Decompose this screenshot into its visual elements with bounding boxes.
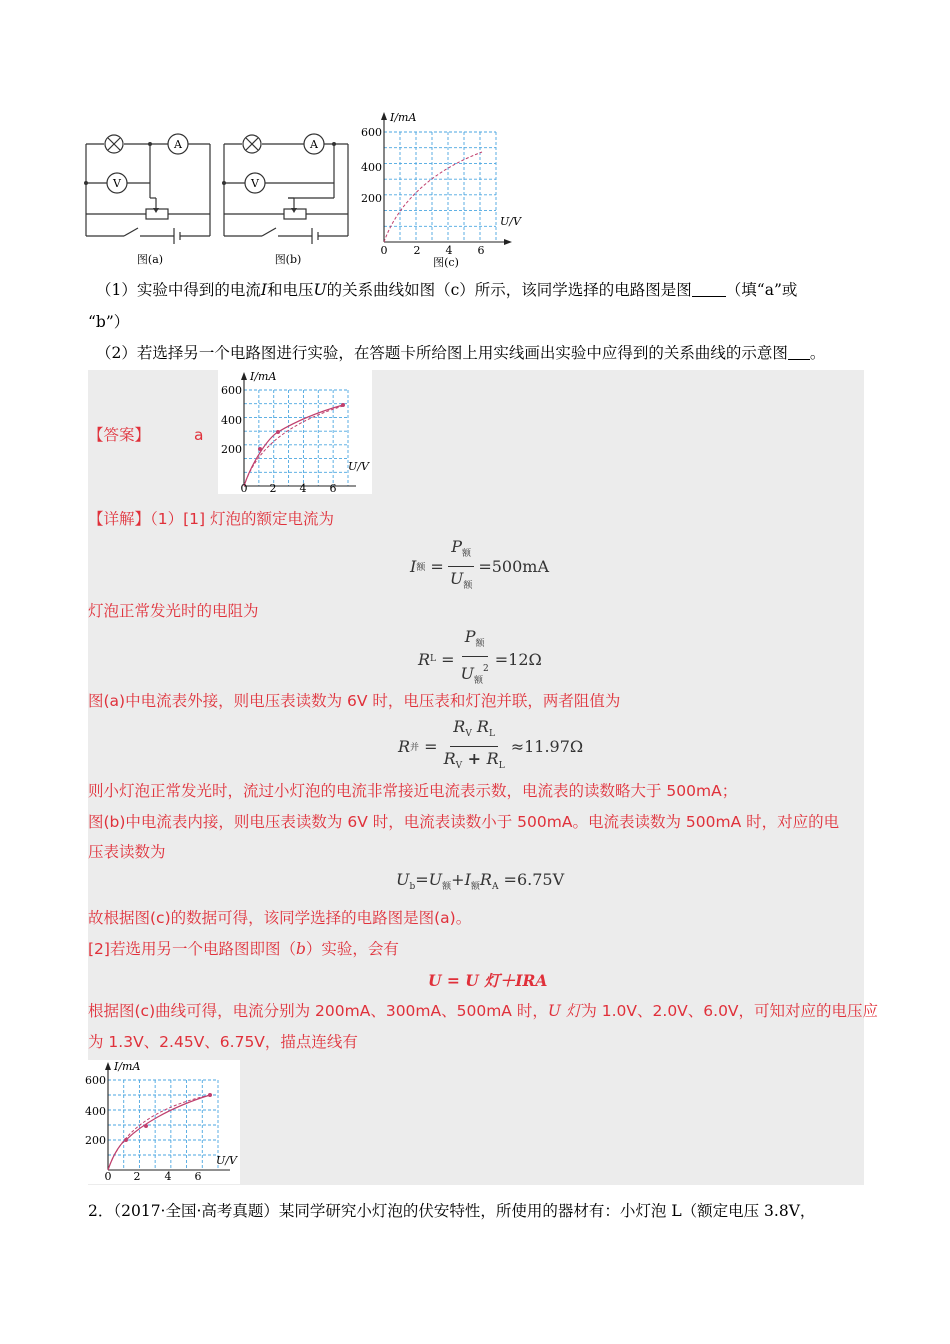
- svg-text:200: 200: [361, 192, 382, 205]
- svg-text:A: A: [310, 138, 318, 151]
- detail-line6: 压表读数为: [88, 843, 166, 861]
- answer-value: a: [194, 426, 204, 444]
- equation-b-circuit: U = U 灯＋IRA: [428, 971, 548, 990]
- equation-voltmeter-reading: $U_b=U_额+I_额R_A =6.75V$: [396, 870, 565, 892]
- svg-text:6: 6: [194, 1170, 202, 1183]
- detail-line7: 故根据图(c)的数据可得，该同学选择的电路图是图(a)。: [88, 909, 472, 927]
- solution-graph: [85, 1060, 240, 1184]
- svg-text:U/V: U/V: [216, 1154, 237, 1167]
- graph-c-grid: [384, 132, 496, 242]
- svg-text:400: 400: [221, 414, 242, 427]
- svg-text:0: 0: [104, 1170, 112, 1183]
- detail-line8: [2]若选用另一个电路图即图（b）实验，会有: [88, 940, 399, 958]
- svg-text:6: 6: [477, 244, 485, 257]
- svg-text:2: 2: [133, 1170, 141, 1183]
- svg-text:4: 4: [164, 1170, 172, 1183]
- answer-graph-point-1: [258, 447, 262, 451]
- question-1-line1: （1）实验中得到的电流I和电压U的关系曲线如图（c）所示，该同学选择的电路图是图 （填“a”或: [96, 281, 798, 299]
- detail-line5: 图(b)中电流表内接，则电压表读数为 6V 时，电流表读数小于 500mA。电流表读数为 500mA 时，对应的电: [88, 813, 840, 831]
- figure-a-caption: 图(a): [136, 253, 164, 266]
- circuit-figure-b: [218, 128, 358, 268]
- answer-graph-grid: [244, 390, 348, 486]
- svg-text:U/V: U/V: [500, 215, 521, 228]
- svg-text:V: V: [113, 177, 121, 190]
- circuit-figure-a: [80, 128, 220, 268]
- svg-text:2: 2: [269, 482, 277, 495]
- svg-text:2: 2: [413, 244, 421, 257]
- svg-text:600: 600: [221, 384, 242, 397]
- answer-graph: [218, 370, 372, 494]
- svg-text:400: 400: [361, 161, 382, 174]
- svg-text:400: 400: [85, 1105, 106, 1118]
- equation-lamp-resistance: R L = $\frac{P_额}{U_额^2}$ =12Ω: [418, 627, 542, 686]
- question-1-line2: “b”）: [88, 313, 130, 331]
- detail-line4: 则小灯泡正常发光时，流过小灯泡的电流非常接近电流表示数，电流表的读数略大于 500mA；: [88, 782, 738, 800]
- svg-text:200: 200: [221, 443, 242, 456]
- detail-line9: 根据图(c)曲线可得，电流分别为 200mA、300mA、500mA 时，U 灯为 1.0V、2.0V、6.0V，可知对应的电压应: [88, 1002, 879, 1020]
- svg-text:A: A: [174, 138, 182, 151]
- answer-label: 【答案】: [88, 426, 151, 444]
- solution-graph-point-2: [144, 1124, 148, 1128]
- svg-text:I/mA: I/mA: [250, 370, 277, 383]
- svg-text:I/mA: I/mA: [114, 1060, 141, 1073]
- svg-text:0: 0: [380, 244, 388, 257]
- svg-text:6: 6: [329, 482, 337, 495]
- svg-text:U/V: U/V: [348, 460, 369, 473]
- svg-text:600: 600: [85, 1074, 106, 1087]
- detail-line10: 为 1.3V、2.45V、6.75V，描点连线有: [88, 1033, 358, 1051]
- svg-text:200: 200: [85, 1134, 106, 1147]
- svg-text:4: 4: [445, 244, 453, 257]
- answer-blank-1: [692, 281, 726, 297]
- detail-line3: 图(a)中电流表外接，则电压表读数为 6V 时，电压表和灯泡并联，两者阻值为: [88, 692, 621, 710]
- svg-text:600: 600: [361, 126, 382, 139]
- figure-b-caption: 图(b): [274, 253, 302, 266]
- equation-rated-current: I 额 = $\frac{P_额}{U_额}$ =500mA: [410, 537, 550, 591]
- detail-line2: 灯泡正常发光时的电阻为: [88, 602, 259, 620]
- iv-graph-c: [356, 108, 526, 268]
- figure-c-caption: 图(c): [433, 256, 459, 269]
- answer-graph-point-2: [276, 430, 280, 434]
- answer-graph-point-3: [341, 403, 345, 407]
- svg-text:I/mA: I/mA: [390, 111, 417, 124]
- svg-text:4: 4: [299, 482, 307, 495]
- solution-graph-grid: [108, 1080, 218, 1170]
- svg-text:0: 0: [240, 482, 248, 495]
- solution-graph-point-3: [208, 1093, 212, 1097]
- equation-parallel-resistance: R 并 = $\frac{R_V R_L}{R_V + R_L}$ ≈11.97Ω: [398, 717, 584, 771]
- question-2-next: 2．（2017·全国·高考真题）某同学研究小灯泡的伏安特性，所使用的器材有：小灯泡 L（额定电压 3.8V，: [88, 1202, 816, 1220]
- solution-graph-point-1: [124, 1138, 128, 1142]
- answer-blank-2: [788, 344, 810, 360]
- question-2: （2）若选择另一个电路图进行实验，在答题卡所给图上用实线画出实验中应得到的关系曲线的示意图 。: [96, 344, 826, 362]
- detail-intro: 【详解】（1）[1] 灯泡的额定电流为: [88, 510, 334, 528]
- svg-text:V: V: [251, 177, 259, 190]
